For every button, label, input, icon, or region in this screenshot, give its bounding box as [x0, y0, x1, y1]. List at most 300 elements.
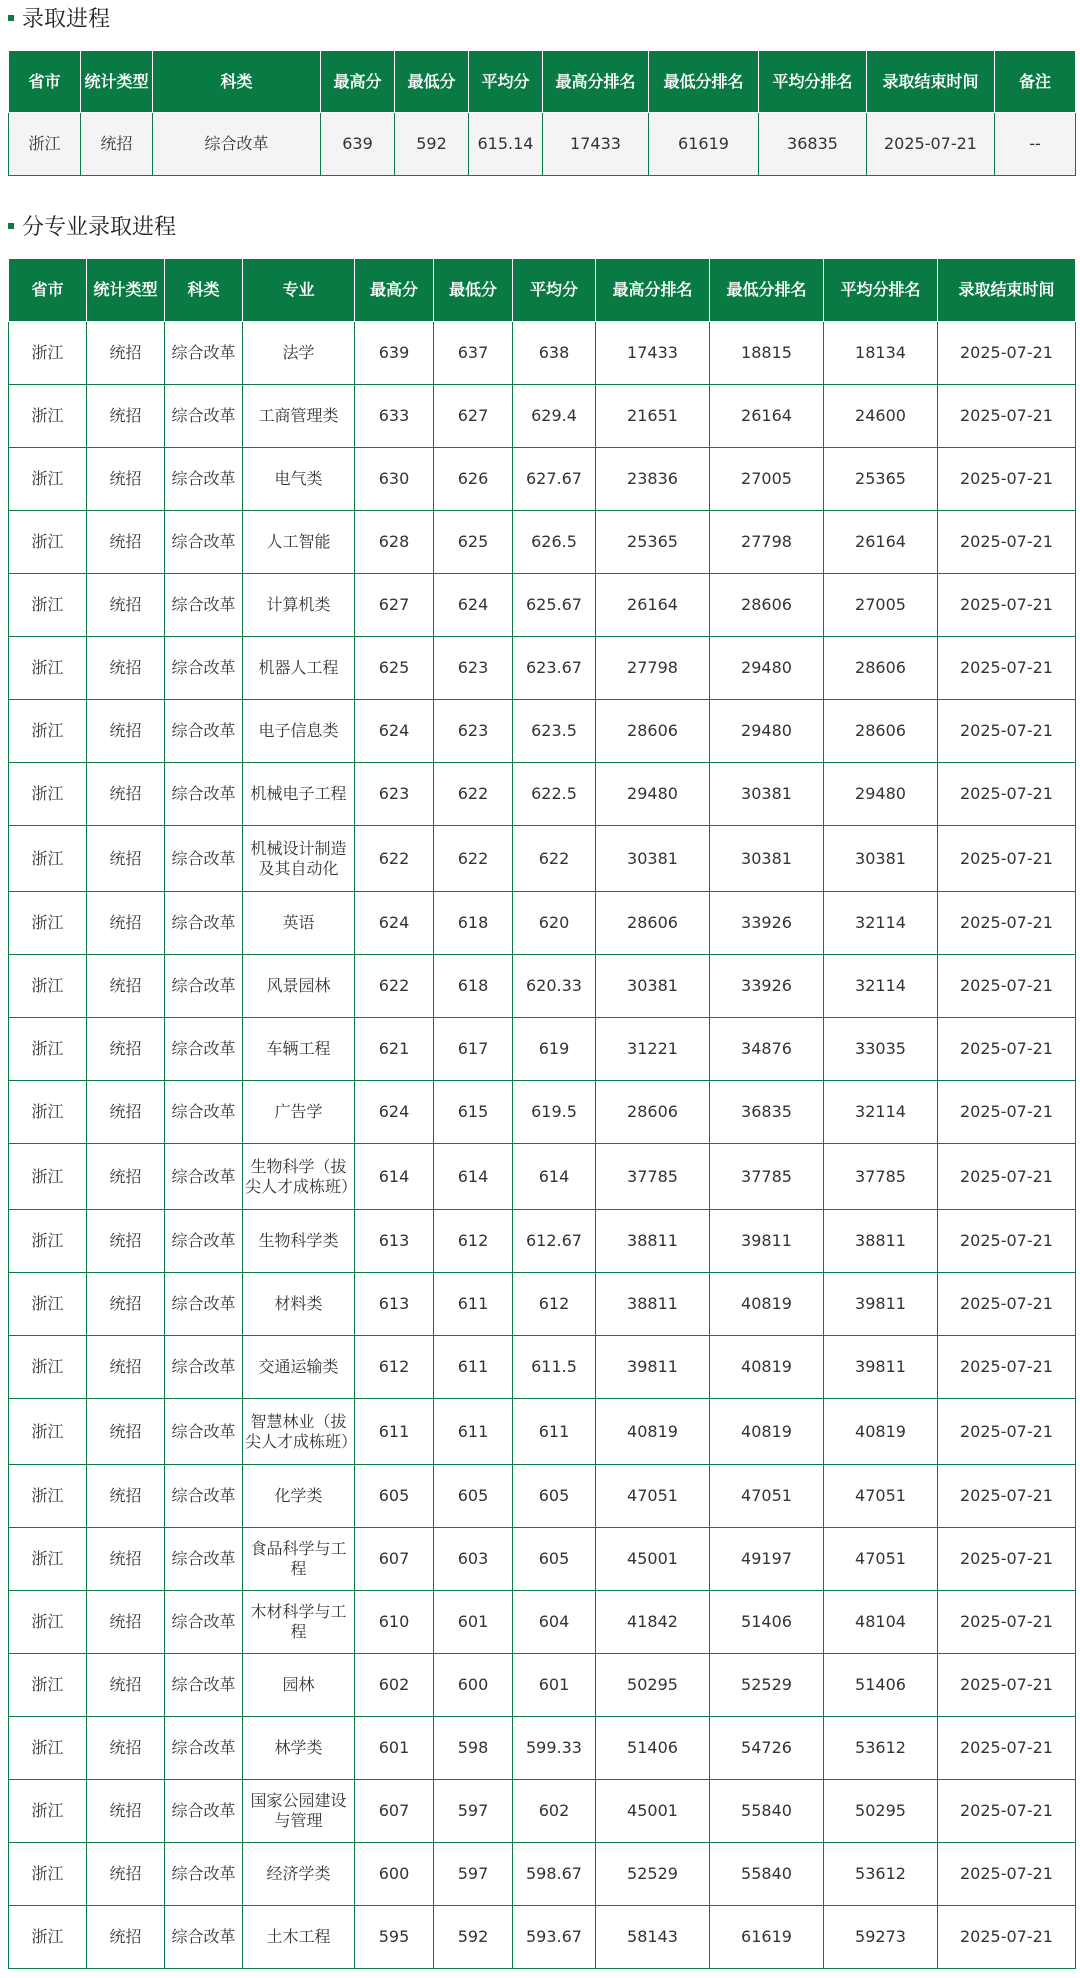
section-title-admission-progress: [8, 0, 110, 34]
table-cell: 624: [355, 892, 434, 955]
table-cell: 2025-07-21: [938, 1336, 1076, 1399]
table-cell: 26164: [710, 385, 824, 448]
table-cell: 47051: [824, 1528, 938, 1591]
column-header: 最低分: [395, 51, 469, 113]
table-cell: 统招: [87, 1717, 165, 1780]
table-cell: 综合改革: [165, 1780, 243, 1843]
table-cell: 浙江: [9, 1717, 87, 1780]
table-cell: 36835: [759, 113, 867, 176]
column-header: 平均分: [469, 51, 543, 113]
table-cell: 浙江: [9, 1336, 87, 1399]
table-row: [9, 892, 1076, 955]
table-cell: 40819: [824, 1399, 938, 1465]
table-cell: 624: [355, 1081, 434, 1144]
table-cell: 综合改革: [165, 1843, 243, 1906]
table-cell: 浙江: [9, 1780, 87, 1843]
table-cell: 30381: [596, 955, 710, 1018]
column-header: 科类: [153, 51, 321, 113]
table-cell: 619: [513, 1018, 596, 1081]
table-cell: 611: [434, 1399, 513, 1465]
table-cell: 综合改革: [165, 1081, 243, 1144]
table-cell: 61619: [649, 113, 759, 176]
table-cell: 623: [355, 763, 434, 826]
table-cell: 浙江: [9, 1144, 87, 1210]
table-cell: 2025-07-21: [938, 1273, 1076, 1336]
table-cell: 机械设计制造及其自动化: [243, 826, 355, 892]
table-cell: 598.67: [513, 1843, 596, 1906]
table-cell: 浙江: [9, 1018, 87, 1081]
table-cell: 统招: [87, 955, 165, 1018]
table-cell: 浙江: [9, 448, 87, 511]
table-cell: 33035: [824, 1018, 938, 1081]
table-cell: 605: [513, 1465, 596, 1528]
table-cell: 45001: [596, 1528, 710, 1591]
table-cell: 600: [434, 1654, 513, 1717]
table-cell: 59273: [824, 1906, 938, 1969]
table-cell: --: [995, 113, 1076, 176]
table-cell: 综合改革: [165, 1210, 243, 1273]
table-cell: 2025-07-21: [938, 892, 1076, 955]
table-cell: 综合改革: [165, 892, 243, 955]
table-cell: 614: [355, 1144, 434, 1210]
table-row: [9, 1273, 1076, 1336]
table-cell: 统招: [87, 1591, 165, 1654]
table-cell: 23836: [596, 448, 710, 511]
table-row: [9, 1210, 1076, 1273]
table-cell: 601: [513, 1654, 596, 1717]
table-cell: 浙江: [9, 763, 87, 826]
table-cell: 32114: [824, 892, 938, 955]
table-cell: 浙江: [9, 637, 87, 700]
table-cell: 45001: [596, 1780, 710, 1843]
table-cell: 31221: [596, 1018, 710, 1081]
table-cell: 30381: [710, 826, 824, 892]
table-row: [9, 826, 1076, 892]
table-cell: 车辆工程: [243, 1018, 355, 1081]
table-cell: 50295: [824, 1780, 938, 1843]
table-row: [9, 1906, 1076, 1969]
table-cell: 52529: [710, 1654, 824, 1717]
table-cell: 综合改革: [165, 1144, 243, 1210]
table-cell: 浙江: [9, 322, 87, 385]
table-cell: 综合改革: [165, 1906, 243, 1969]
table-cell: 综合改革: [165, 1336, 243, 1399]
table-cell: 33926: [710, 955, 824, 1018]
table-cell: 统招: [87, 322, 165, 385]
table-cell: 597: [434, 1780, 513, 1843]
table-cell: 39811: [596, 1336, 710, 1399]
table-cell: 48104: [824, 1591, 938, 1654]
table-cell: 2025-07-21: [938, 385, 1076, 448]
table-cell: 601: [355, 1717, 434, 1780]
table-cell: 27798: [710, 511, 824, 574]
table-cell: 2025-07-21: [938, 1654, 1076, 1717]
table-cell: 40819: [710, 1336, 824, 1399]
table-cell: 综合改革: [165, 322, 243, 385]
table-cell: 2025-07-21: [938, 637, 1076, 700]
table-cell: 29480: [824, 763, 938, 826]
table-cell: 机械电子工程: [243, 763, 355, 826]
table-cell: 627: [355, 574, 434, 637]
table-cell: 55840: [710, 1780, 824, 1843]
table-cell: 615: [434, 1081, 513, 1144]
square-bullet-icon: [8, 15, 14, 21]
table-cell: 统招: [87, 1654, 165, 1717]
table-cell: 综合改革: [165, 1465, 243, 1528]
column-header: 最低分排名: [710, 259, 824, 322]
table-cell: 41842: [596, 1591, 710, 1654]
column-header: 录取结束时间: [867, 51, 995, 113]
table-cell: 综合改革: [165, 1018, 243, 1081]
table-cell: 40819: [596, 1399, 710, 1465]
section-title-major-admission-progress: [8, 208, 176, 242]
table-cell: 51406: [710, 1591, 824, 1654]
column-header: 录取结束时间: [938, 259, 1076, 322]
table-cell: 统招: [87, 1528, 165, 1591]
table-row: [9, 1465, 1076, 1528]
table-header-row: [9, 259, 1076, 322]
table-cell: 622.5: [513, 763, 596, 826]
table-cell: 593.67: [513, 1906, 596, 1969]
table-cell: 统招: [87, 1210, 165, 1273]
column-header: 最高分: [355, 259, 434, 322]
table-cell: 623.67: [513, 637, 596, 700]
table-cell: 综合改革: [165, 574, 243, 637]
table-cell: 633: [355, 385, 434, 448]
table-cell: 生物科学（拔尖人才成栋班）: [243, 1144, 355, 1210]
table-cell: 综合改革: [165, 448, 243, 511]
table-cell: 统招: [87, 1465, 165, 1528]
table-cell: 广告学: [243, 1081, 355, 1144]
column-header: 科类: [165, 259, 243, 322]
table-cell: 28606: [596, 700, 710, 763]
table-cell: 2025-07-21: [867, 113, 995, 176]
table-cell: 统招: [87, 700, 165, 763]
column-header: 备注: [995, 51, 1076, 113]
table-cell: 639: [355, 322, 434, 385]
table-cell: 27005: [824, 574, 938, 637]
table-cell: 611: [434, 1336, 513, 1399]
table-cell: 611: [513, 1399, 596, 1465]
table-cell: 材料类: [243, 1273, 355, 1336]
table-cell: 47051: [824, 1465, 938, 1528]
table-row: [9, 1336, 1076, 1399]
table-cell: 623: [434, 637, 513, 700]
table-cell: 经济学类: [243, 1843, 355, 1906]
table-cell: 50295: [596, 1654, 710, 1717]
table-cell: 597: [434, 1843, 513, 1906]
table-cell: 28606: [596, 892, 710, 955]
table-cell: 611: [434, 1273, 513, 1336]
table-cell: 26164: [824, 511, 938, 574]
table-cell: 592: [395, 113, 469, 176]
table-cell: 38811: [824, 1210, 938, 1273]
table-cell: 统招: [87, 1018, 165, 1081]
column-header: 省市: [9, 51, 81, 113]
table-row: [9, 1591, 1076, 1654]
table-cell: 30381: [596, 826, 710, 892]
table-cell: 623.5: [513, 700, 596, 763]
table-cell: 综合改革: [165, 1273, 243, 1336]
table-cell: 浙江: [9, 1273, 87, 1336]
table-cell: 浙江: [9, 1843, 87, 1906]
table-cell: 统招: [87, 511, 165, 574]
table-cell: 630: [355, 448, 434, 511]
table-cell: 29480: [710, 637, 824, 700]
table-cell: 2025-07-21: [938, 1906, 1076, 1969]
column-header: 最低分排名: [649, 51, 759, 113]
table-cell: 统招: [87, 1843, 165, 1906]
table-cell: 综合改革: [165, 1528, 243, 1591]
table-cell: 英语: [243, 892, 355, 955]
column-header: 最低分: [434, 259, 513, 322]
table-cell: 615.14: [469, 113, 543, 176]
table-cell: 综合改革: [165, 511, 243, 574]
table-cell: 47051: [596, 1465, 710, 1528]
table-cell: 622: [434, 826, 513, 892]
table-cell: 2025-07-21: [938, 1465, 1076, 1528]
table-cell: 619.5: [513, 1081, 596, 1144]
column-header: 平均分: [513, 259, 596, 322]
table-cell: 37785: [824, 1144, 938, 1210]
table-cell: 综合改革: [165, 955, 243, 1018]
table-cell: 622: [355, 955, 434, 1018]
table-cell: 综合改革: [165, 1591, 243, 1654]
column-header: 最高分: [321, 51, 395, 113]
table-cell: 38811: [596, 1273, 710, 1336]
table-cell: 25365: [596, 511, 710, 574]
table-cell: 2025-07-21: [938, 763, 1076, 826]
table-cell: 607: [355, 1780, 434, 1843]
table-cell: 614: [434, 1144, 513, 1210]
table-cell: 47051: [710, 1465, 824, 1528]
table-cell: 2025-07-21: [938, 1399, 1076, 1465]
table-cell: 18134: [824, 322, 938, 385]
table-cell: 浙江: [9, 955, 87, 1018]
table-cell: 统招: [87, 1273, 165, 1336]
table-cell: 28606: [824, 700, 938, 763]
table-cell: 611.5: [513, 1336, 596, 1399]
table-cell: 603: [434, 1528, 513, 1591]
table-cell: 统招: [87, 1336, 165, 1399]
table-cell: 计算机类: [243, 574, 355, 637]
table-cell: 61619: [710, 1906, 824, 1969]
table-cell: 化学类: [243, 1465, 355, 1528]
table-cell: 618: [434, 955, 513, 1018]
table-cell: 628: [355, 511, 434, 574]
table-cell: 17433: [543, 113, 649, 176]
table-cell: 638: [513, 322, 596, 385]
table-cell: 2025-07-21: [938, 955, 1076, 1018]
table-cell: 53612: [824, 1717, 938, 1780]
table-cell: 604: [513, 1591, 596, 1654]
table-cell: 2025-07-21: [938, 574, 1076, 637]
table-cell: 食品科学与工程: [243, 1528, 355, 1591]
table-row: [9, 955, 1076, 1018]
table-cell: 综合改革: [165, 1717, 243, 1780]
table-cell: 33926: [710, 892, 824, 955]
table-cell: 统招: [87, 637, 165, 700]
table-cell: 626.5: [513, 511, 596, 574]
table-cell: 52529: [596, 1843, 710, 1906]
table-cell: 浙江: [9, 700, 87, 763]
table-row: [9, 763, 1076, 826]
column-header: 平均分排名: [759, 51, 867, 113]
table-cell: 统招: [87, 1906, 165, 1969]
table-cell: 2025-07-21: [938, 1018, 1076, 1081]
column-header: 平均分排名: [824, 259, 938, 322]
table-cell: 621: [355, 1018, 434, 1081]
table-cell: 17433: [596, 322, 710, 385]
table-cell: 637: [434, 322, 513, 385]
table-cell: 2025-07-21: [938, 700, 1076, 763]
table-cell: 39811: [824, 1273, 938, 1336]
table-cell: 综合改革: [165, 763, 243, 826]
table-cell: 605: [434, 1465, 513, 1528]
table-cell: 木材科学与工程: [243, 1591, 355, 1654]
table-cell: 2025-07-21: [938, 1528, 1076, 1591]
table-cell: 607: [355, 1528, 434, 1591]
table-cell: 600: [355, 1843, 434, 1906]
table-cell: 21651: [596, 385, 710, 448]
table-cell: 54726: [710, 1717, 824, 1780]
table-cell: 629.4: [513, 385, 596, 448]
table-cell: 639: [321, 113, 395, 176]
table-cell: 55840: [710, 1843, 824, 1906]
table-cell: 605: [513, 1528, 596, 1591]
table-cell: 综合改革: [165, 1654, 243, 1717]
table-cell: 浙江: [9, 113, 81, 176]
table-row: [9, 1654, 1076, 1717]
table-cell: 26164: [596, 574, 710, 637]
table-cell: 40819: [710, 1273, 824, 1336]
table-cell: 智慧林业（拔尖人才成栋班）: [243, 1399, 355, 1465]
table-cell: 617: [434, 1018, 513, 1081]
table-row: [9, 637, 1076, 700]
table-cell: 统招: [87, 763, 165, 826]
table-cell: 浙江: [9, 1906, 87, 1969]
table-cell: 624: [434, 574, 513, 637]
table-cell: 34876: [710, 1018, 824, 1081]
table-cell: 51406: [824, 1654, 938, 1717]
table-cell: 2025-07-21: [938, 1144, 1076, 1210]
table-row: [9, 1717, 1076, 1780]
table-cell: 627: [434, 385, 513, 448]
table-cell: 601: [434, 1591, 513, 1654]
table-cell: 36835: [710, 1081, 824, 1144]
table-cell: 623: [434, 700, 513, 763]
table-cell: 浙江: [9, 1465, 87, 1528]
table-row: [9, 574, 1076, 637]
table-cell: 51406: [596, 1717, 710, 1780]
table-cell: 605: [355, 1465, 434, 1528]
table-cell: 交通运输类: [243, 1336, 355, 1399]
major-admission-progress-table: [8, 258, 1076, 1969]
table-cell: 602: [355, 1654, 434, 1717]
table-row: [9, 448, 1076, 511]
section-title-text: 录取进程: [22, 6, 111, 32]
table-cell: 602: [513, 1780, 596, 1843]
table-cell: 林学类: [243, 1717, 355, 1780]
table-cell: 2025-07-21: [938, 1717, 1076, 1780]
table-cell: 综合改革: [165, 826, 243, 892]
table-cell: 39811: [824, 1336, 938, 1399]
table-cell: 浙江: [9, 385, 87, 448]
table-row: [9, 511, 1076, 574]
table-cell: 618: [434, 892, 513, 955]
table-row: [9, 1528, 1076, 1591]
table-cell: 613: [355, 1273, 434, 1336]
table-cell: 612: [434, 1210, 513, 1273]
table-cell: 机器人工程: [243, 637, 355, 700]
table-cell: 612: [513, 1273, 596, 1336]
table-cell: 30381: [824, 826, 938, 892]
table-cell: 浙江: [9, 1081, 87, 1144]
table-cell: 工商管理类: [243, 385, 355, 448]
table-row: [9, 1843, 1076, 1906]
table-cell: 2025-07-21: [938, 1591, 1076, 1654]
table-cell: 592: [434, 1906, 513, 1969]
table-cell: 626: [434, 448, 513, 511]
column-header: 省市: [9, 259, 87, 322]
table-cell: 599.33: [513, 1717, 596, 1780]
table-cell: 28606: [596, 1081, 710, 1144]
square-bullet-icon: [8, 223, 14, 229]
table-cell: 38811: [596, 1210, 710, 1273]
table-cell: 622: [513, 826, 596, 892]
table-header-row: [9, 51, 1076, 113]
table-cell: 595: [355, 1906, 434, 1969]
table-cell: 统招: [87, 1780, 165, 1843]
table-cell: 统招: [87, 826, 165, 892]
table-cell: 25365: [824, 448, 938, 511]
table-cell: 610: [355, 1591, 434, 1654]
table-cell: 土木工程: [243, 1906, 355, 1969]
table-cell: 综合改革: [153, 113, 321, 176]
table-cell: 625.67: [513, 574, 596, 637]
table-row: [9, 1780, 1076, 1843]
table-cell: 32114: [824, 1081, 938, 1144]
admission-progress-table: [8, 50, 1076, 176]
table-cell: 27005: [710, 448, 824, 511]
table-cell: 2025-07-21: [938, 1210, 1076, 1273]
table-cell: 18815: [710, 322, 824, 385]
table-cell: 园林: [243, 1654, 355, 1717]
table-cell: 浙江: [9, 1210, 87, 1273]
table-cell: 2025-07-21: [938, 511, 1076, 574]
table-row: [9, 1018, 1076, 1081]
column-header: 专业: [243, 259, 355, 322]
table-cell: 620.33: [513, 955, 596, 1018]
table-cell: 28606: [710, 574, 824, 637]
table-cell: 612: [355, 1336, 434, 1399]
section-title-text: 分专业录取进程: [22, 214, 177, 240]
table-cell: 29480: [710, 700, 824, 763]
table-cell: 49197: [710, 1528, 824, 1591]
table-cell: 24600: [824, 385, 938, 448]
column-header: 统计类型: [87, 259, 165, 322]
table-cell: 统招: [87, 385, 165, 448]
table-cell: 统招: [87, 1399, 165, 1465]
table-cell: 统招: [87, 892, 165, 955]
table-cell: 37785: [710, 1144, 824, 1210]
table-cell: 624: [355, 700, 434, 763]
table-cell: 27798: [596, 637, 710, 700]
table-cell: 2025-07-21: [938, 448, 1076, 511]
table-cell: 浙江: [9, 1591, 87, 1654]
table-cell: 风景园林: [243, 955, 355, 1018]
table-cell: 法学: [243, 322, 355, 385]
